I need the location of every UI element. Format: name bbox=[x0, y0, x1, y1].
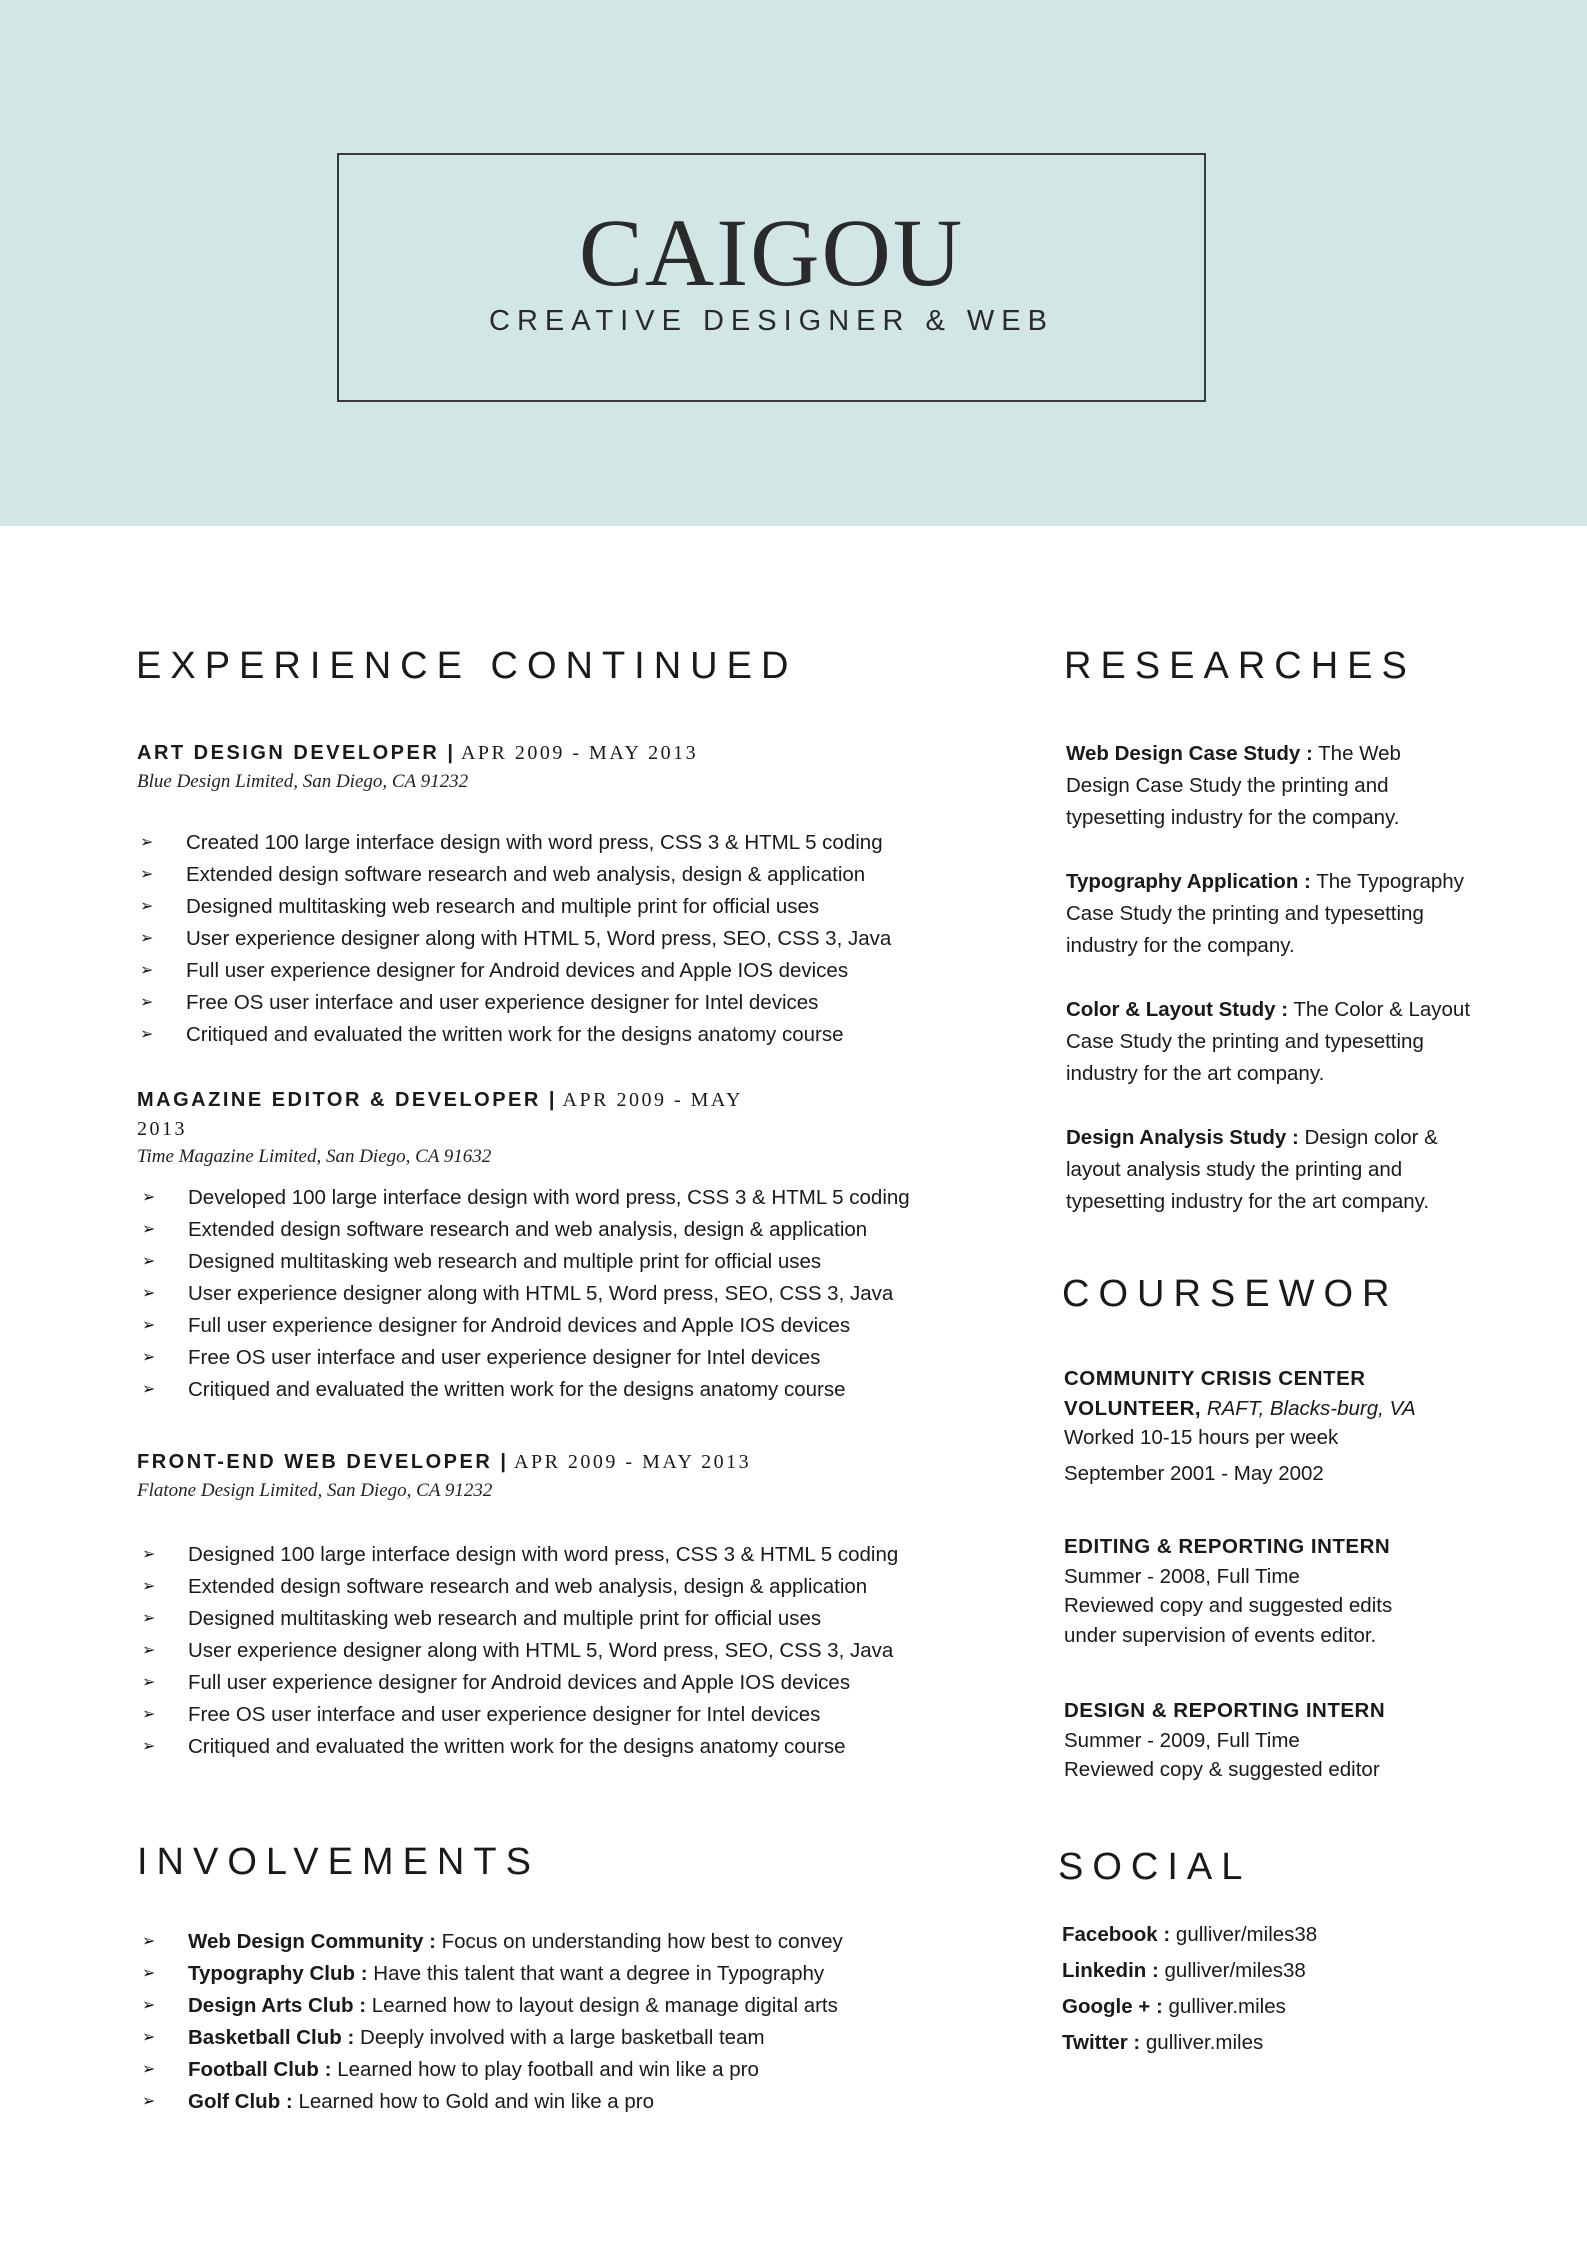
list-item: ➢ Extended design software research and web analysis, design & application bbox=[137, 859, 957, 891]
list-item: ➢ Created 100 large interface design with word press, CSS 3 & HTML 5 coding bbox=[137, 827, 957, 859]
list-item: ➢ Designed multitasking web research and multiple print for official uses bbox=[139, 1603, 957, 1635]
header-band bbox=[0, 0, 1587, 526]
list-item: ➢ Golf Club : Learned how to Gold and win like a pro bbox=[139, 2086, 959, 2118]
arrowhead-bullet-icon: ➢ bbox=[142, 1285, 156, 1302]
research-item: Web Design Case Study : The Web Design Case Study the printing and typesetting industry for the company. bbox=[1066, 742, 1401, 829]
researches-heading: RESEARCHES bbox=[1064, 645, 1416, 687]
job-title: FRONT-END WEB DEVELOPER | bbox=[137, 1451, 509, 1473]
list-item: ➢ Designed 100 large interface design with word press, CSS 3 & HTML 5 coding bbox=[139, 1539, 957, 1571]
job-bullets bbox=[137, 1182, 957, 1406]
job-dates: APR 2009 - MAY bbox=[562, 1089, 743, 1111]
coursework-item: COMMUNITY CRISIS CENTER VOLUNTEER, RAFT, Blacks-burg, VA Worked 10-15 hours per week September 2001 - May 2002 bbox=[1064, 1367, 1416, 1485]
arrowhead-bullet-icon: ➢ bbox=[142, 1674, 156, 1691]
list-item: ➢ Typography Club : Have this talent that want a degree in Typography bbox=[139, 1958, 959, 1990]
list-item: ➢ Critiqued and evaluated the written work for the designs anatomy course bbox=[137, 1019, 957, 1051]
arrowhead-bullet-icon: ➢ bbox=[142, 1933, 156, 1950]
job-bullets bbox=[137, 827, 957, 1051]
job-dates-continued: 2013 bbox=[137, 1118, 187, 1140]
researches-list bbox=[1066, 738, 1506, 1218]
job-entry-1 bbox=[137, 738, 957, 1051]
list-item: ➢ Free OS user interface and user experience designer for Intel devices bbox=[139, 1342, 957, 1374]
arrowhead-bullet-icon: ➢ bbox=[142, 1997, 156, 2014]
job-company: Blue Design Limited, San Diego, CA 91232 bbox=[137, 771, 469, 792]
social-item-google: Google + : gulliver.miles bbox=[1062, 1995, 1286, 2018]
candidate-name: CAIGOU bbox=[578, 199, 965, 306]
arrowhead-bullet-icon: ➢ bbox=[142, 1221, 156, 1238]
arrowhead-bullet-icon: ➢ bbox=[140, 898, 154, 915]
candidate-role: CREATIVE DESIGNER & WEB bbox=[489, 305, 1054, 337]
arrowhead-bullet-icon: ➢ bbox=[142, 1610, 156, 1627]
list-item: ➢ Extended design software research and web analysis, design & application bbox=[139, 1571, 957, 1603]
list-item: ➢ Web Design Community : Focus on understanding how best to convey bbox=[139, 1926, 959, 1958]
list-item: ➢ Free OS user interface and user experience designer for Intel devices bbox=[139, 1699, 957, 1731]
list-item: ➢ User experience designer along with HTML 5, Word press, SEO, CSS 3, Java bbox=[139, 1635, 957, 1667]
social-heading: SOCIAL bbox=[1058, 1846, 1252, 1888]
list-item: ➢ User experience designer along with HTML 5, Word press, SEO, CSS 3, Java bbox=[137, 923, 957, 955]
arrowhead-bullet-icon: ➢ bbox=[142, 1642, 156, 1659]
job-title: MAGAZINE EDITOR & DEVELOPER | bbox=[137, 1089, 557, 1111]
list-item: ➢ Full user experience designer for Android devices and Apple IOS devices bbox=[139, 1310, 957, 1342]
list-item: ➢ Developed 100 large interface design with word press, CSS 3 & HTML 5 coding bbox=[139, 1182, 957, 1214]
arrowhead-bullet-icon: ➢ bbox=[142, 1578, 156, 1595]
list-item: ➢ Extended design software research and web analysis, design & application bbox=[139, 1214, 957, 1246]
list-item: ➢ Basketball Club : Deeply involved with a large basketball team bbox=[139, 2022, 959, 2054]
coursework-item: DESIGN & REPORTING INTERN Summer - 2009, Full Time Reviewed copy & suggested editor bbox=[1064, 1699, 1386, 1781]
social-item-linkedin: Linkedin : gulliver/miles38 bbox=[1062, 1959, 1306, 1982]
social-item-twitter: Twitter : gulliver.miles bbox=[1062, 2031, 1264, 2054]
job-dates: APR 2009 - MAY 2013 bbox=[460, 742, 699, 764]
arrowhead-bullet-icon: ➢ bbox=[142, 1253, 156, 1270]
involvements-list bbox=[139, 1926, 959, 2118]
name-box bbox=[337, 153, 1206, 402]
arrowhead-bullet-icon: ➢ bbox=[140, 1026, 154, 1043]
job-company: Flatone Design Limited, San Diego, CA 91232 bbox=[137, 1480, 493, 1501]
list-item: ➢ Critiqued and evaluated the written work for the designs anatomy course bbox=[139, 1374, 957, 1406]
job-title: ART DESIGN DEVELOPER | bbox=[137, 742, 456, 764]
experience-heading: EXPERIENCE CONTINUED bbox=[136, 645, 798, 687]
arrowhead-bullet-icon: ➢ bbox=[142, 1706, 156, 1723]
arrowhead-bullet-icon: ➢ bbox=[140, 930, 154, 947]
list-item: ➢ Critiqued and evaluated the written work for the designs anatomy course bbox=[139, 1731, 957, 1763]
job-entry-3 bbox=[137, 1447, 957, 1763]
arrowhead-bullet-icon: ➢ bbox=[142, 1546, 156, 1563]
arrowhead-bullet-icon: ➢ bbox=[142, 1349, 156, 1366]
list-item: ➢ Full user experience designer for Android devices and Apple IOS devices bbox=[139, 1667, 957, 1699]
list-item: ➢ User experience designer along with HTML 5, Word press, SEO, CSS 3, Java bbox=[139, 1278, 957, 1310]
arrowhead-bullet-icon: ➢ bbox=[142, 1317, 156, 1334]
research-item: Design Analysis Study : Design color & layout analysis study the printing and typesetting industry for the art company. bbox=[1066, 1126, 1438, 1213]
job-bullets bbox=[137, 1539, 957, 1763]
list-item: ➢ Design Arts Club : Learned how to layout design & manage digital arts bbox=[139, 1990, 959, 2022]
arrowhead-bullet-icon: ➢ bbox=[140, 994, 154, 1011]
list-item: ➢ Football Club : Learned how to play football and win like a pro bbox=[139, 2054, 959, 2086]
list-item: ➢ Designed multitasking web research and multiple print for official uses bbox=[137, 891, 957, 923]
social-item-facebook: Facebook : gulliver/miles38 bbox=[1062, 1923, 1318, 1946]
arrowhead-bullet-icon: ➢ bbox=[140, 962, 154, 979]
involvements-heading: INVOLVEMENTS bbox=[137, 1841, 540, 1883]
job-company: Time Magazine Limited, San Diego, CA 91632 bbox=[137, 1146, 492, 1167]
list-item: ➢ Free OS user interface and user experience designer for Intel devices bbox=[137, 987, 957, 1019]
arrowhead-bullet-icon: ➢ bbox=[142, 1381, 156, 1398]
arrowhead-bullet-icon: ➢ bbox=[142, 1189, 156, 1206]
arrowhead-bullet-icon: ➢ bbox=[140, 834, 154, 851]
arrowhead-bullet-icon: ➢ bbox=[142, 2093, 156, 2110]
coursework-item: EDITING & REPORTING INTERN Summer - 2008, Full Time Reviewed copy and suggested edits under supervision of events editor. bbox=[1064, 1535, 1393, 1647]
arrowhead-bullet-icon: ➢ bbox=[142, 2029, 156, 2046]
research-item: Typography Application : The Typography Case Study the printing and typesetting industry for the company. bbox=[1066, 870, 1464, 957]
list-item: ➢ Full user experience designer for Android devices and Apple IOS devices bbox=[137, 955, 957, 987]
arrowhead-bullet-icon: ➢ bbox=[142, 1738, 156, 1755]
arrowhead-bullet-icon: ➢ bbox=[142, 2061, 156, 2078]
social-list bbox=[1062, 1917, 1502, 2061]
arrowhead-bullet-icon: ➢ bbox=[140, 866, 154, 883]
coursework-heading: COURSEWOR bbox=[1062, 1273, 1399, 1315]
list-item: ➢ Designed multitasking web research and multiple print for official uses bbox=[139, 1246, 957, 1278]
research-item: Color & Layout Study : The Color & Layout Case Study the printing and typesetting industry for the art company. bbox=[1066, 998, 1471, 1085]
arrowhead-bullet-icon: ➢ bbox=[142, 1965, 156, 1982]
job-dates: APR 2009 - MAY 2013 bbox=[514, 1451, 752, 1473]
job-entry-2 bbox=[137, 1085, 957, 1406]
